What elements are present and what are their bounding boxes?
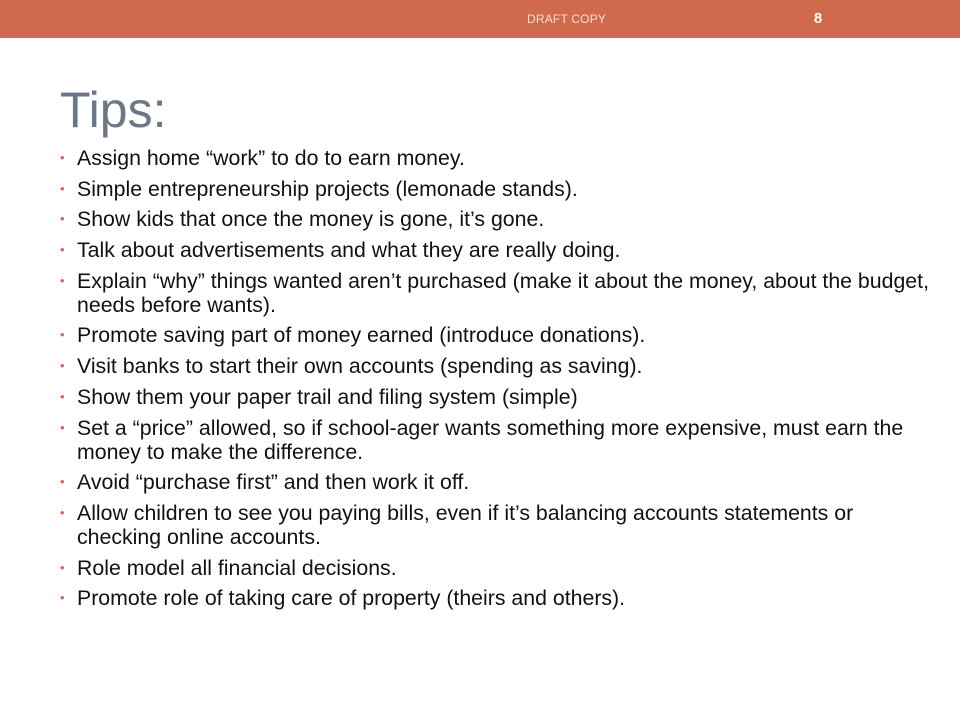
- bullet-text: Simple entrepreneurship projects (lemonade stands).: [77, 176, 578, 201]
- bullet-icon: •: [60, 150, 65, 165]
- bullet-icon: •: [60, 590, 65, 606]
- bullet-text: Explain “why” things wanted aren’t purchased (make it about the money, about the budget, needs before wants).: [77, 268, 929, 317]
- bullet-icon: •: [60, 559, 65, 575]
- slide-title: Tips:: [60, 82, 167, 138]
- bullet-icon: •: [60, 419, 65, 435]
- bullet-item: [60, 354, 940, 378]
- bullet-item: [60, 146, 940, 170]
- bullet-item: [60, 470, 940, 494]
- bullet-item: [60, 385, 940, 409]
- bullet-icon: •: [60, 327, 65, 343]
- slide-number: 8: [813, 10, 823, 27]
- bullet-icon: •: [60, 242, 65, 258]
- bullet-icon: •: [60, 504, 65, 520]
- bullet-text: Show kids that once the money is gone, it’s gone.: [77, 207, 545, 232]
- bullet-list: [60, 146, 940, 617]
- bullet-text: Talk about advertisements and what they are really doing.: [77, 238, 621, 263]
- bullet-text: Assign home “work” to do to earn money.: [77, 146, 465, 170]
- bullet-text: Set a “price” allowed, so if school-ager wants something more expensive, must earn the money to make the difference.: [77, 415, 904, 464]
- bullet-item: [60, 501, 940, 549]
- bullet-icon: •: [60, 388, 65, 404]
- bullet-item: [60, 207, 940, 231]
- bullet-item: [60, 269, 940, 317]
- bullet-text: Allow children to see you paying bills, even if it’s balancing accounts statements or checking online accounts.: [77, 500, 854, 549]
- bullet-text: Promote role of taking care of property (theirs and others).: [77, 586, 626, 611]
- bullet-item: [60, 177, 940, 201]
- bullet-text: Promote saving part of money earned (introduce donations).: [77, 323, 646, 348]
- bullet-icon: •: [60, 211, 65, 227]
- bullet-icon: •: [60, 474, 65, 490]
- bullet-text: Avoid “purchase first” and then work it off.: [77, 470, 470, 495]
- bullet-text: Show them your paper trail and filing system (simple): [77, 384, 578, 409]
- bullet-icon: •: [60, 358, 65, 374]
- bullet-text: Role model all financial decisions.: [77, 555, 397, 580]
- header-bar: [0, 0, 960, 38]
- bullet-item: [60, 238, 940, 262]
- footer-text: DRAFT COPY: [527, 12, 607, 26]
- bullet-item: [60, 323, 940, 347]
- bullet-item: [60, 556, 940, 580]
- bullet-icon: •: [60, 272, 65, 288]
- bullet-item: [60, 416, 940, 464]
- bullet-icon: •: [60, 180, 65, 196]
- bullet-item: [60, 586, 940, 610]
- bullet-text: Visit banks to start their own accounts (spending as saving).: [77, 354, 643, 379]
